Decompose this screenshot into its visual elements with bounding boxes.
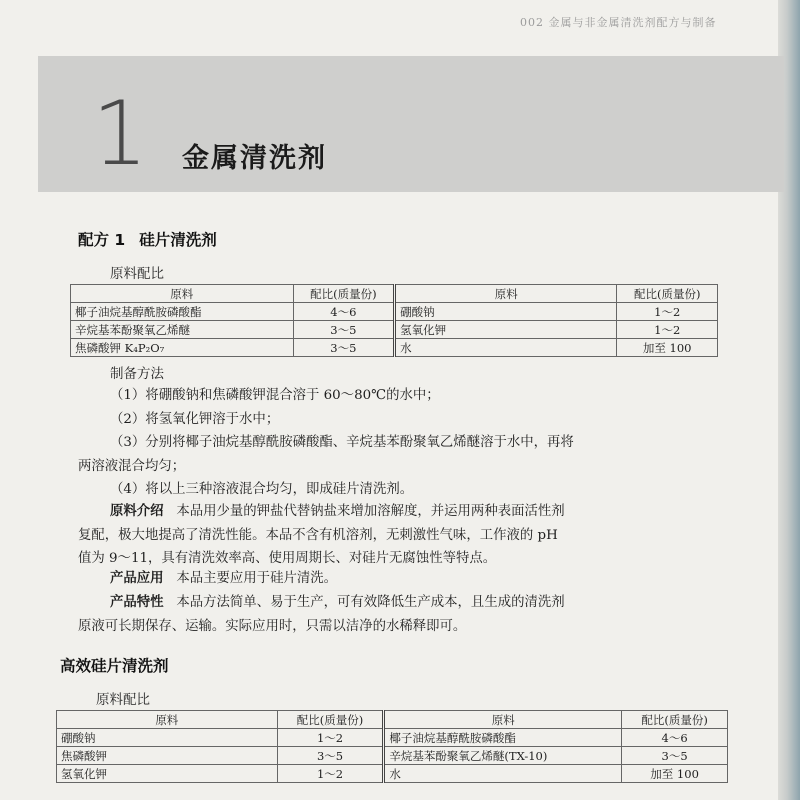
col-header-ratio: 配比(质量份) [617,285,718,303]
intro-line: 本品用少量的钾盐代替钠盐来增加溶解度，并运用两种表面活性剂 [176,504,565,519]
feature-label: 产品特性 [110,595,164,610]
table-cell: 1～2 [617,321,718,339]
col-header-material: 原料 [57,711,278,729]
formula1-name: 硅片清洗剂 [139,231,217,249]
table-row [57,729,728,747]
method-step: （1）将硼酸钠和焦磷酸钾混合溶于 60～80℃的水中； [110,388,440,403]
table-row [57,765,728,783]
table-cell: 3～5 [293,321,395,339]
method-heading: 制备方法 [110,366,164,382]
chapter-title: 金属清洗剂 [182,143,327,174]
table-row [71,321,718,339]
table-cell: 4～6 [293,303,395,321]
intro-line: 复配，极大地提高了清洗性能。本品不含有机溶剂，无刺激性气味，工作液的 pH [78,527,558,543]
col-header-ratio: 配比(质量份) [622,711,728,729]
table-cell: 3～5 [622,747,728,765]
intro-label: 原料介绍 [110,504,164,519]
feature-line: 原液可长期保存、运输。实际应用时，只需以洁净的水稀释即可。 [78,618,467,634]
feature-paragraph [78,591,738,638]
application-label: 产品应用 [110,571,164,586]
table-cell: 1～2 [277,729,384,747]
table-cell: 辛烷基苯酚聚氧乙烯醚(TX-10) [384,747,622,765]
table-cell: 硼酸钠 [395,303,617,321]
table-cell: 氢氧化钾 [395,321,617,339]
table-cell: 焦磷酸钾 [57,747,278,765]
running-head: 002 金属与非金属清洗剂配方与制备 [520,16,717,29]
table-cell: 1～2 [277,765,384,783]
table-header-row [57,711,728,729]
feature-line: 本品方法简单、易于生产，可有效降低生产成本，且生成的清洗剂 [176,595,565,610]
col-header-material: 原料 [71,285,294,303]
table-cell: 3～5 [277,747,384,765]
table-cell: 加至 100 [622,765,728,783]
table-cell: 辛烷基苯酚聚氧乙烯醚 [71,321,294,339]
application-paragraph [78,567,738,591]
table-row [57,747,728,765]
table-cell: 椰子油烷基醇酰胺磷酸酯 [71,303,294,321]
method-step: 两溶液混合均匀； [78,458,186,474]
formula2-heading: 高效硅片清洗剂 [60,657,169,675]
col-header-ratio: 配比(质量份) [293,285,395,303]
table-cell: 3～5 [293,339,395,357]
method-step: （4）将以上三种溶液混合均匀，即成硅片清洗剂。 [110,482,414,497]
table-cell: 焦磷酸钾 K₄P₂O₇ [71,339,294,357]
col-header-material: 原料 [395,285,617,303]
formula1-label: 配方 1 [78,231,126,249]
method-step: （3）分别将椰子油烷基醇酰胺磷酸酯、辛烷基苯酚聚氧乙烯醚溶于水中，再将 [110,435,574,450]
table-header-row [71,285,718,303]
formula1-heading [78,228,217,250]
chapter-banner [38,56,784,192]
table-cell: 4～6 [622,729,728,747]
table-cell: 氢氧化钾 [57,765,278,783]
formula2-ingredients-heading: 原料配比 [96,692,150,708]
table-cell: 水 [384,765,622,783]
intro-line: 值为 9～11，具有清洗效率高、使用周期长、对硅片无腐蚀性等特点。 [78,551,497,566]
col-header-ratio: 配比(质量份) [277,711,384,729]
table-row [71,339,718,357]
formula1-ratio-table [70,284,718,357]
formula1-ingredients-heading: 原料配比 [110,266,164,282]
chapter-number: 1 [92,82,148,185]
formula2-ratio-table [56,710,728,783]
table-row [71,303,718,321]
method-step: （2）将氢氧化钾溶于水中； [110,411,280,427]
table-cell: 1～2 [617,303,718,321]
table-cell: 水 [395,339,617,357]
application-text: 本品主要应用于硅片清洗。 [176,571,338,586]
intro-paragraph [78,500,738,571]
table-cell: 加至 100 [617,339,718,357]
col-header-material: 原料 [384,711,622,729]
method-steps [78,384,730,502]
table-cell: 椰子油烷基醇酰胺磷酸酯 [384,729,622,747]
table-cell: 硼酸钠 [57,729,278,747]
